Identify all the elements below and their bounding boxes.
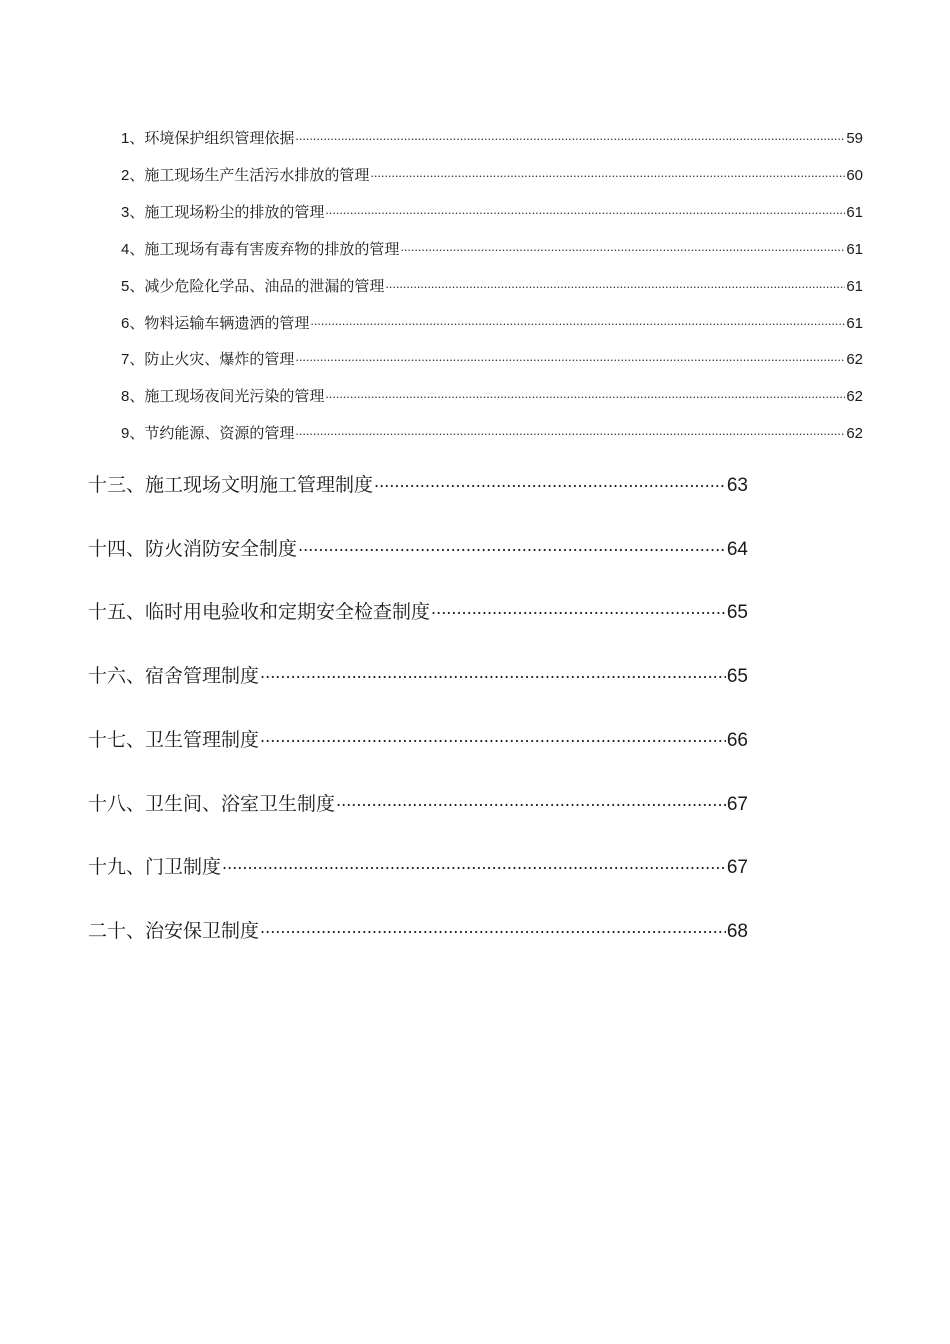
entry-page-number: 67 [726,857,748,878]
entry-page-number: 59 [846,130,863,147]
dot-leader [222,857,726,873]
entry-number: 4 [121,241,130,258]
entry-number: 9 [121,425,130,442]
toc-top-entry[interactable] [88,470,748,497]
dot-leader [385,280,845,291]
entry-page-number: 66 [726,730,748,751]
toc-top-entry[interactable] [88,661,748,688]
entry-number: 8 [121,388,130,405]
toc-sub-entry[interactable] [121,164,863,185]
dot-leader [336,794,726,810]
entry-title: 、防止火灾、爆炸的管理 [129,350,295,368]
entry-page-number: 62 [846,388,863,405]
entry-page-number: 62 [846,351,863,368]
entry-title: 、物料运输车辆遗洒的管理 [129,314,310,332]
entry-title: 、减少危险化学品、油品的泄漏的管理 [129,277,385,295]
toc-sub-entry[interactable] [121,385,863,406]
toc-sub-entry[interactable] [121,238,863,259]
toc-sub-entry[interactable] [121,312,863,333]
dot-leader [295,427,845,438]
entry-page-number: 61 [846,204,863,221]
dot-leader [310,317,845,328]
toc-top-entry[interactable] [88,534,748,561]
entry-title: 十六、宿舍管理制度 [88,665,260,687]
entry-title: 十九、门卫制度 [88,856,222,878]
toc-sub-entry[interactable] [121,201,863,222]
toc-top-entry[interactable] [88,597,748,624]
dot-leader [374,475,726,491]
dot-leader [260,921,726,937]
toc-top-entry[interactable] [88,725,748,752]
dot-leader [298,539,726,555]
entry-number: 3 [121,204,130,221]
toc-top-entry[interactable] [88,852,748,879]
entry-page-number: 65 [726,602,748,623]
dot-leader [370,169,845,180]
dot-leader [431,602,726,618]
toc-sub-entry[interactable] [121,127,863,148]
entry-number: 6 [121,315,130,332]
toc-sub-entry[interactable] [121,275,863,296]
entry-page-number: 61 [846,278,863,295]
entry-title: 、环境保护组织管理依据 [129,129,295,147]
toc-sub-entry[interactable] [121,422,863,443]
entry-title: 十五、临时用电验收和定期安全检查制度 [88,601,431,623]
entry-title: 、施工现场生产生活污水排放的管理 [129,166,370,184]
dot-leader [260,730,726,746]
entry-title: 十三、施工现场文明施工管理制度 [88,474,374,496]
dot-leader [325,390,845,401]
entry-title: 、节约能源、资源的管理 [129,424,295,442]
entry-number: 7 [121,351,130,368]
entry-number: 5 [121,278,130,295]
entry-page-number: 67 [726,794,748,815]
entry-title: 十四、防火消防安全制度 [88,538,298,560]
entry-page-number: 64 [726,539,748,560]
entry-page-number: 61 [846,241,863,258]
entry-title: 十七、卫生管理制度 [88,729,260,751]
dot-leader [295,132,845,143]
entry-number: 1 [121,130,130,147]
entry-page-number: 60 [846,167,863,184]
dot-leader [325,206,845,217]
entry-title: 、施工现场粉尘的排放的管理 [129,203,325,221]
entry-page-number: 68 [726,921,748,942]
entry-page-number: 63 [726,475,748,496]
toc-top-entry[interactable] [88,789,748,816]
toc-sub-entry[interactable] [121,348,863,369]
dot-leader [295,353,845,364]
entry-number: 2 [121,167,130,184]
entry-page-number: 61 [846,315,863,332]
toc-top-entry[interactable] [88,916,748,943]
dot-leader [400,243,845,254]
entry-title: 十八、卫生间、浴室卫生制度 [88,793,336,815]
dot-leader [260,666,726,682]
entry-page-number: 62 [846,425,863,442]
entry-title: 、施工现场有毒有害废弃物的排放的管理 [129,240,400,258]
entry-title: 二十、治安保卫制度 [88,920,260,942]
entry-title: 、施工现场夜间光污染的管理 [129,387,325,405]
entry-page-number: 65 [726,666,748,687]
